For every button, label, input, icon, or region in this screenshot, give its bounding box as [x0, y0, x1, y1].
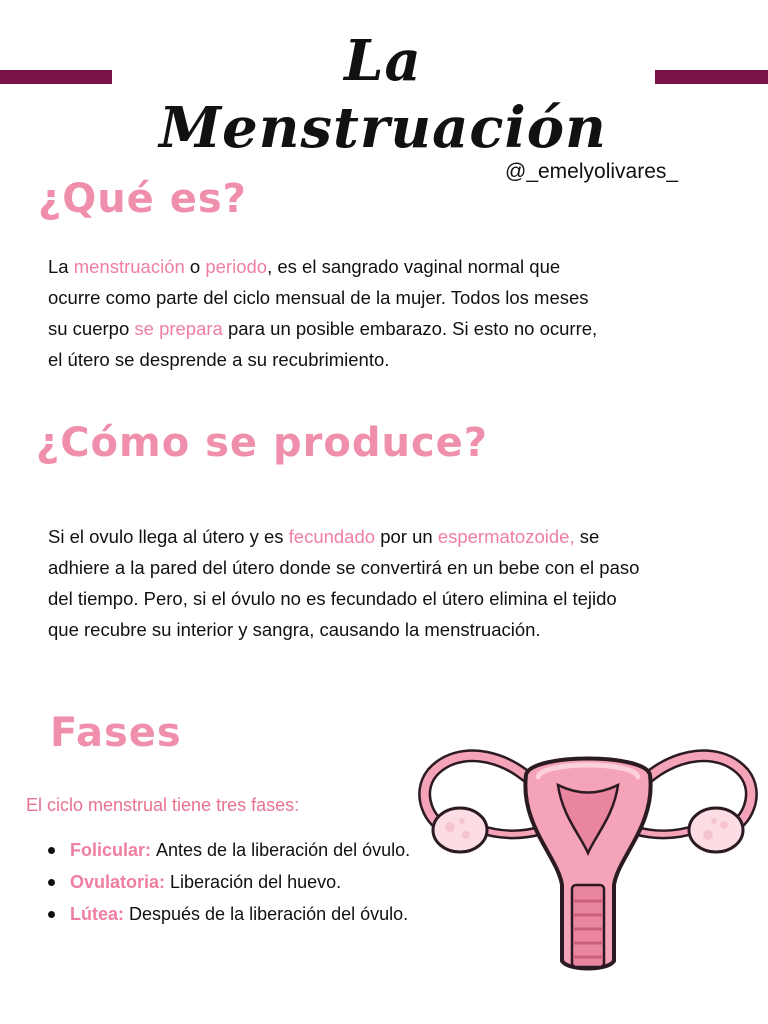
highlight-term: menstruación	[73, 256, 185, 277]
paragraph-line	[48, 614, 648, 645]
bullet-icon	[48, 911, 55, 918]
paragraph-line	[48, 583, 648, 614]
title-rule-right	[655, 70, 768, 84]
uterus-icon	[418, 735, 758, 975]
phase-name: Folicular:	[70, 839, 152, 860]
highlight-term: fecundado	[288, 526, 376, 547]
phases-intro: El ciclo menstrual tiene tres fases:	[26, 795, 300, 815]
text-segment: La	[48, 256, 74, 277]
phase-name: Ovulatoria:	[70, 871, 166, 892]
text-segment: se	[574, 526, 600, 547]
paragraph-line	[48, 313, 638, 344]
text-segment: adhiere a la pared del útero donde se convertirá en un bebe con el paso	[48, 557, 640, 578]
paragraph-line	[48, 282, 638, 313]
paragraph-line	[48, 251, 638, 282]
section-heading-como-se-produce: ¿Cómo se produce?	[36, 420, 488, 466]
paragraph-line	[48, 552, 648, 583]
section-heading-que-es: ¿Qué es?	[38, 176, 247, 222]
bullet-icon	[48, 879, 55, 886]
list-item	[48, 866, 410, 898]
definition-paragraph	[48, 251, 638, 375]
list-item	[48, 898, 410, 930]
text-segment: ocurre como parte del ciclo mensual de la mujer. Todos los meses	[48, 287, 589, 308]
process-paragraph	[48, 521, 648, 645]
phase-name: Lútea:	[70, 903, 124, 924]
text-segment: o	[184, 256, 206, 277]
text-segment: para un posible embarazo. Si esto no ocurre,	[222, 318, 598, 339]
page-title: La Menstruación	[159, 28, 607, 162]
phase-description: Liberación del huevo.	[170, 871, 342, 892]
highlight-term: espermatozoide,	[437, 526, 575, 547]
bullet-icon	[48, 847, 55, 854]
text-segment: Si el ovulo llega al útero y es	[48, 526, 289, 547]
paragraph-line	[48, 521, 648, 552]
highlight-term: periodo	[205, 256, 268, 277]
author-handle: @_emelyolivares_	[505, 160, 679, 183]
text-segment: su cuerpo	[48, 318, 135, 339]
paragraph-line	[48, 344, 638, 375]
section-heading-fases: Fases	[50, 710, 182, 756]
title-rule-left	[0, 70, 112, 84]
phase-description: Antes de la liberación del óvulo.	[156, 839, 411, 860]
phase-description: Después de la liberación del óvulo.	[129, 903, 409, 924]
phases-list	[48, 834, 410, 930]
highlight-term: se prepara	[134, 318, 223, 339]
text-segment: del tiempo. Pero, si el óvulo no es fecundado el útero elimina el tejido	[48, 588, 617, 609]
text-segment: el útero se desprende a su recubrimiento.	[48, 349, 390, 370]
text-segment: por un	[375, 526, 438, 547]
text-segment: , es el sangrado vaginal normal que	[267, 256, 561, 277]
text-segment: que recubre su interior y sangra, causando la menstruación.	[48, 619, 541, 640]
list-item	[48, 834, 410, 866]
